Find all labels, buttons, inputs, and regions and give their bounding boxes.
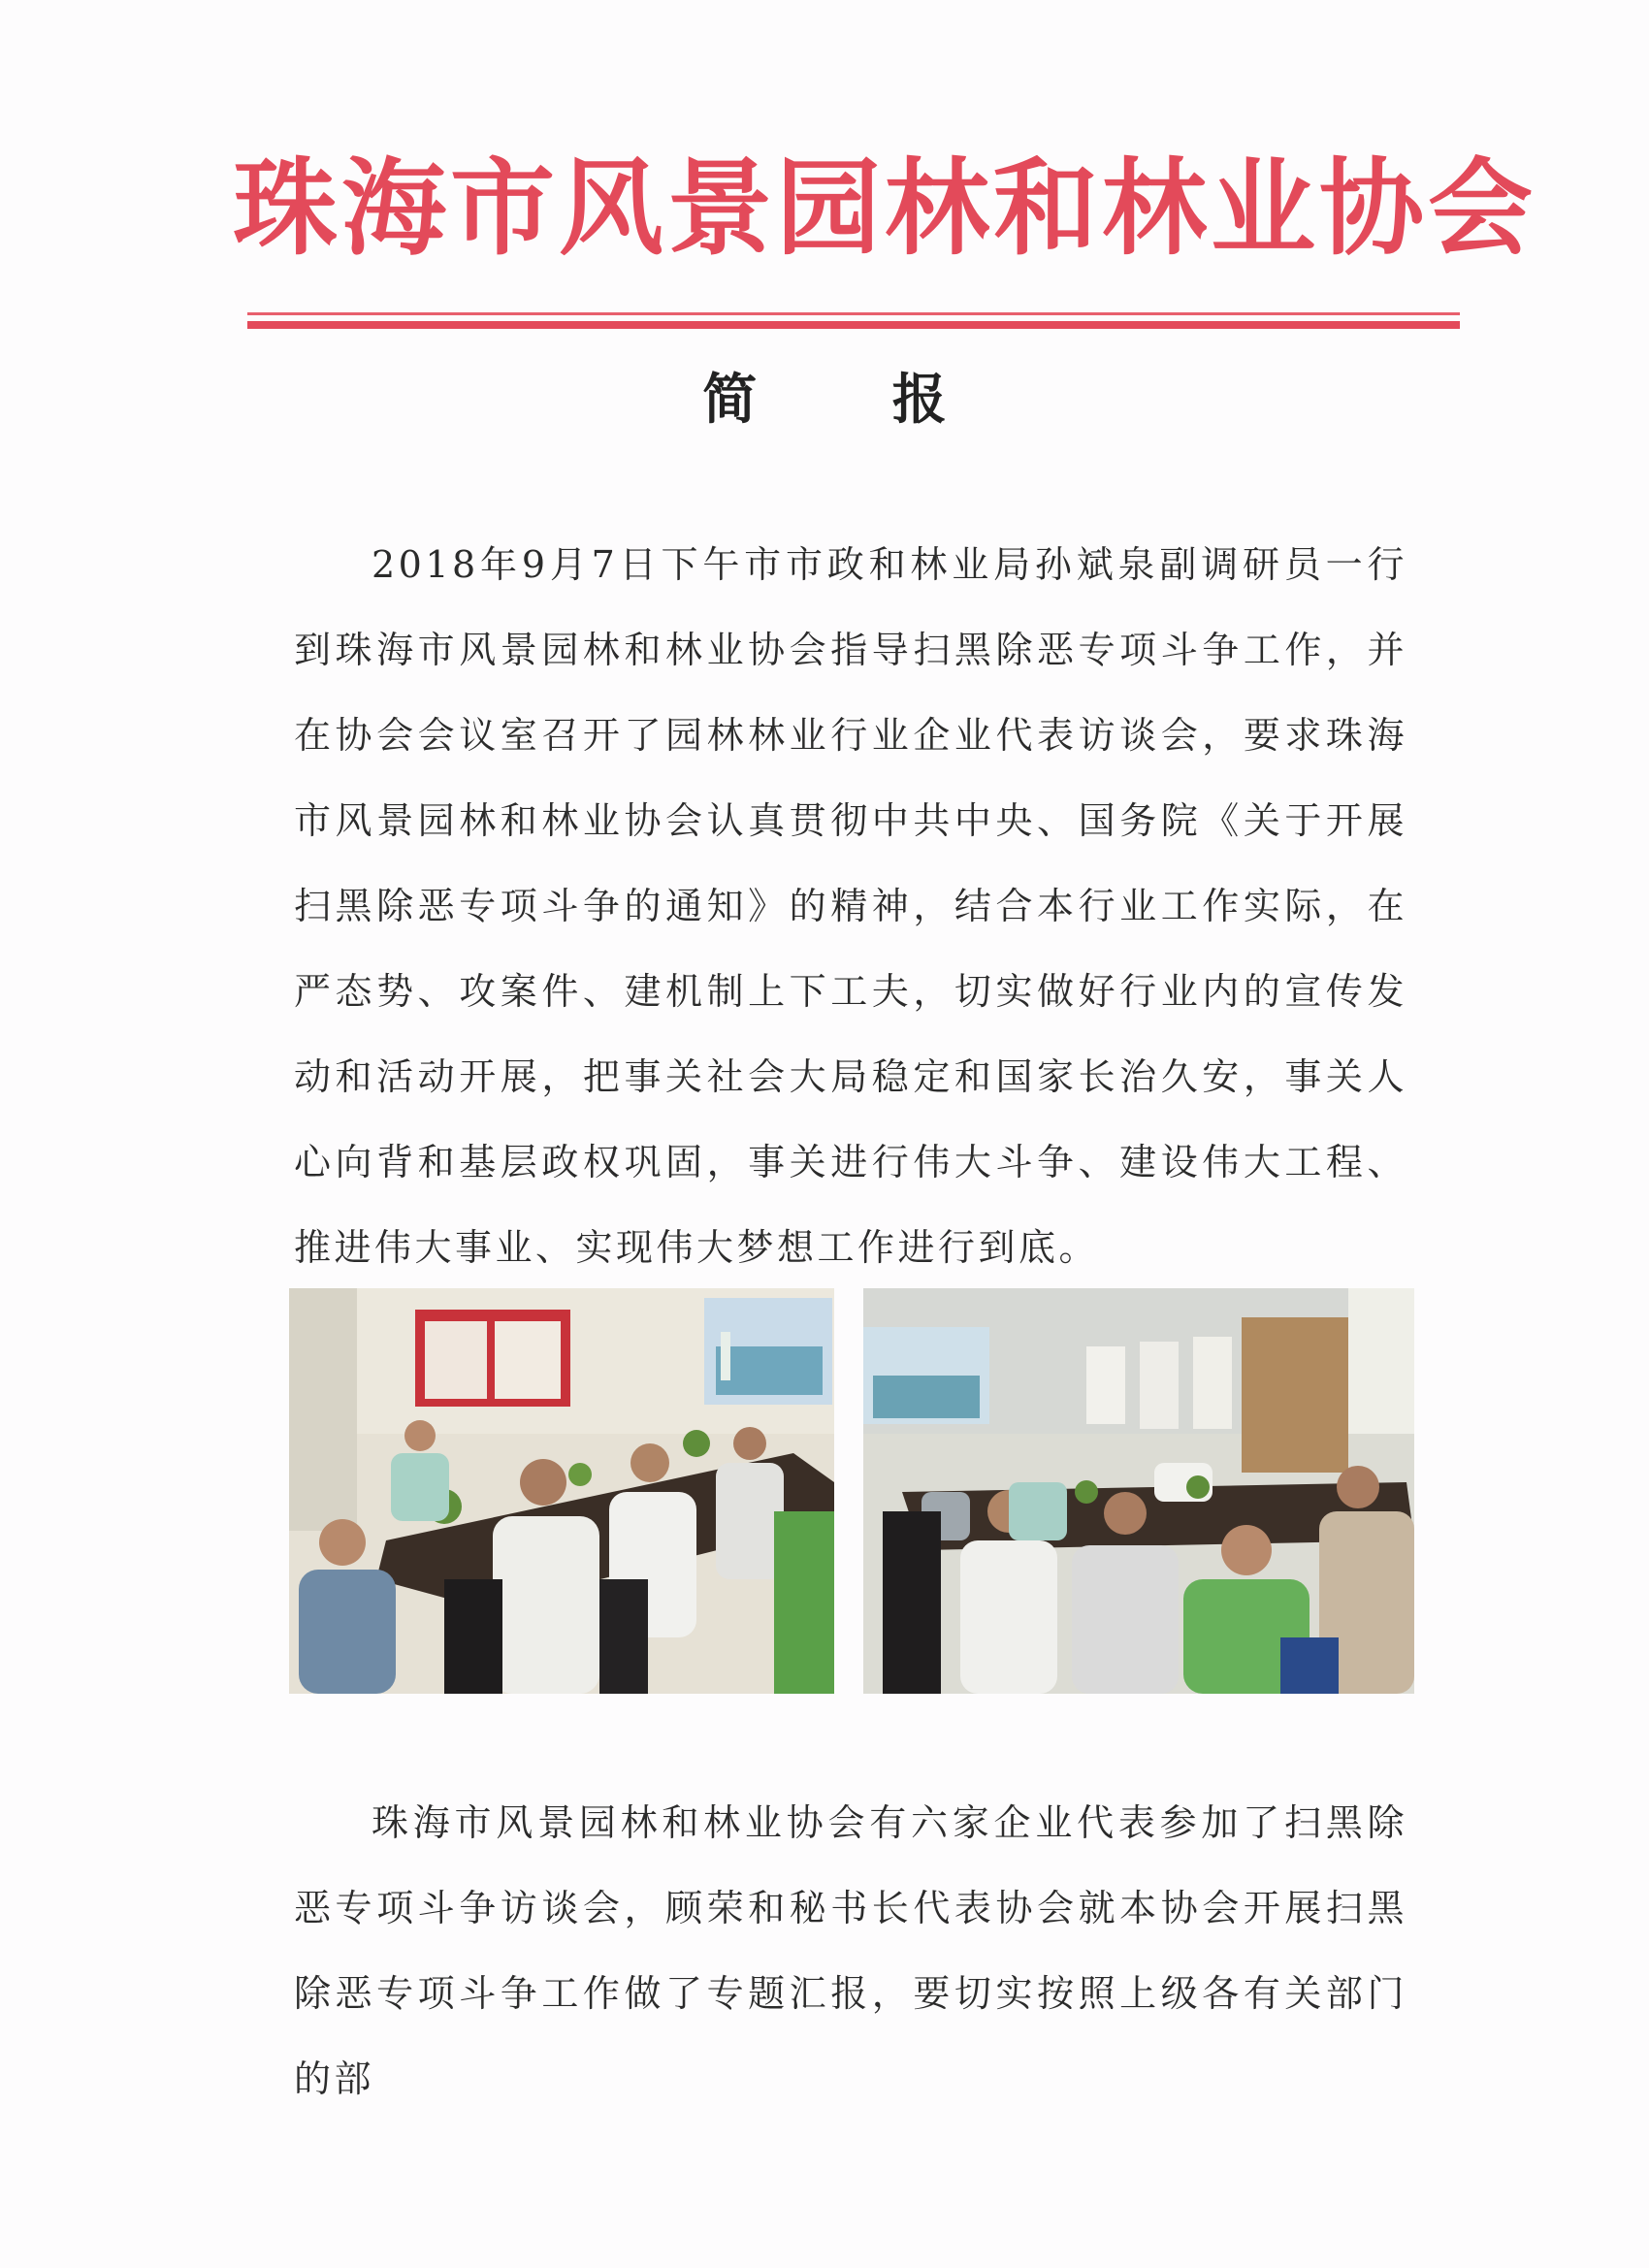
header-rule-thin xyxy=(247,312,1460,315)
body-paragraph-2: 珠海市风景园林和林业协会有六家企业代表参加了扫黑除恶专项斗争访谈会，顾荣和秘书长代表协会就本协会开展扫黑除恶专项斗争工作做了专题汇报，要切实按照上级各有关部门的部 xyxy=(294,1801,1407,2100)
meeting-photo-left xyxy=(289,1288,834,1694)
header-rule-thick xyxy=(247,321,1460,329)
organization-title: 珠海市风景园林和林业协会 xyxy=(233,147,1537,270)
meeting-photo-right-image xyxy=(863,1288,1414,1694)
document-type-title: 简 报 xyxy=(702,368,1005,432)
meeting-photo-left-image xyxy=(289,1288,834,1694)
body-paragraph-1: 2018年9月7日下午市市政和林业局孙斌泉副调研员一行到珠海市风景园林和林业协会指导扫黑除恶专项斗争工作，并在协会会议室召开了园林林业行业企业代表访谈会，要求珠海市风景园林和林业协会认真贯彻中共中央、国务院《关于开展扫黑除恶专项斗争的通知》的精神，结合本行业工作实际，在严态势、攻案件、建机制上下工夫，切实做好行业内的宣传发动和活动开展，把事关社会大局稳定和国家长治久安，事关人心向背和基层政权巩固，事关进行伟大斗争、建设伟大工程、推进伟大事业、实现伟大梦想工作进行到底。 xyxy=(294,543,1407,1269)
meeting-photo-right xyxy=(863,1288,1414,1694)
